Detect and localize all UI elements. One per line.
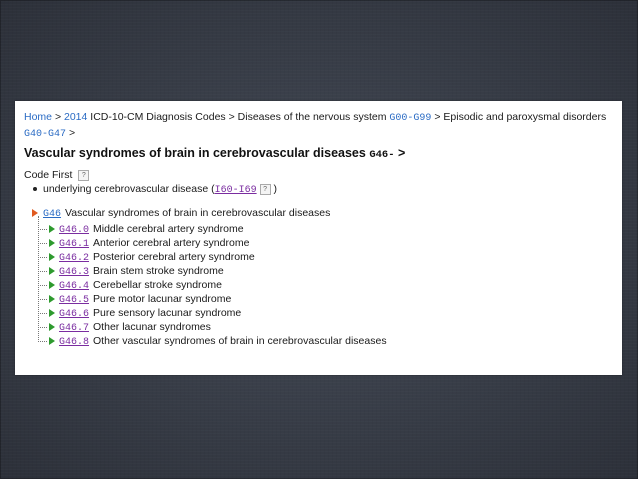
tree-child-item[interactable] bbox=[38, 279, 222, 293]
tree-child-code-link[interactable]: G46.2 bbox=[59, 253, 90, 264]
tree-connector bbox=[38, 327, 47, 328]
triangle-right-icon bbox=[49, 323, 55, 331]
tree-child-item[interactable] bbox=[38, 251, 255, 265]
tree-connector bbox=[38, 271, 47, 272]
page-title-code: G46- bbox=[369, 149, 395, 161]
breadcrumb-block-label: Episodic and paroxysmal disorders bbox=[443, 111, 607, 123]
tree-child-item[interactable] bbox=[38, 265, 224, 279]
tree-child-label: Posterior cerebral artery syndrome bbox=[93, 251, 255, 263]
tree-connector bbox=[38, 257, 47, 258]
tree-child-code-link[interactable]: G46.7 bbox=[59, 323, 90, 334]
triangle-right-icon bbox=[49, 337, 55, 345]
triangle-right-icon bbox=[49, 225, 55, 233]
code-first-item-close: ) bbox=[273, 183, 278, 195]
tree-child-label: Other lacunar syndromes bbox=[93, 321, 211, 333]
breadcrumb-year-link[interactable]: 2014 bbox=[64, 111, 88, 123]
tree-child-item[interactable] bbox=[38, 237, 249, 251]
page-title-text: Vascular syndromes of brain in cerebrovascular diseases bbox=[24, 146, 366, 160]
tree-child-code-link[interactable]: G46.8 bbox=[59, 337, 90, 348]
breadcrumb bbox=[24, 110, 614, 142]
tree-child-label: Middle cerebral artery syndrome bbox=[93, 223, 244, 235]
tree-child-label: Pure motor lacunar syndrome bbox=[93, 293, 232, 305]
tree-child-code-link[interactable]: G46.6 bbox=[59, 309, 90, 320]
triangle-right-icon bbox=[49, 295, 55, 303]
tree-parent-code-link[interactable]: G46 bbox=[43, 209, 62, 220]
tree-child-code-link[interactable]: G46.0 bbox=[59, 225, 90, 236]
tree-child-label: Other vascular syndromes of brain in cerebrovascular diseases bbox=[93, 335, 387, 347]
breadcrumb-icd-label: ICD-10-CM Diagnosis Codes bbox=[90, 111, 226, 123]
tree-child-code-link[interactable]: G46.1 bbox=[59, 239, 90, 250]
tree-child-item[interactable] bbox=[38, 293, 231, 307]
breadcrumb-home-link[interactable]: Home bbox=[24, 111, 53, 123]
tree-parent-label: Vascular syndromes of brain in cerebrovascular diseases bbox=[65, 207, 331, 219]
tree-child-code-link[interactable]: G46.4 bbox=[59, 281, 90, 292]
code-first-item-code-link[interactable]: I60-I69 bbox=[214, 185, 257, 196]
triangle-right-icon bbox=[49, 253, 55, 261]
help-icon[interactable]: ? bbox=[78, 170, 89, 181]
breadcrumb-separator: > bbox=[434, 111, 441, 123]
tree-child-label: Cerebellar stroke syndrome bbox=[93, 279, 222, 291]
triangle-right-icon bbox=[49, 281, 55, 289]
tree-child-item[interactable] bbox=[38, 223, 244, 237]
tree-child-code-link[interactable]: G46.3 bbox=[59, 267, 90, 278]
tree-child-item[interactable] bbox=[38, 307, 241, 321]
code-first-label: Code First bbox=[24, 169, 73, 181]
triangle-right-icon bbox=[49, 267, 55, 275]
tree-connector bbox=[38, 299, 47, 300]
tree-child-item[interactable] bbox=[38, 321, 211, 335]
tree-connector bbox=[38, 285, 47, 286]
code-first-heading bbox=[24, 169, 89, 181]
breadcrumb-chapter-code-link[interactable]: G00-G99 bbox=[389, 113, 432, 124]
tree-connector bbox=[38, 341, 47, 342]
breadcrumb-separator: > bbox=[228, 111, 235, 123]
bullet-icon bbox=[33, 187, 37, 191]
tree-child-code-link[interactable]: G46.5 bbox=[59, 295, 90, 306]
tree-child-label: Anterior cerebral artery syndrome bbox=[93, 237, 250, 249]
tree-child-item[interactable] bbox=[38, 335, 387, 349]
breadcrumb-separator: > bbox=[68, 127, 76, 139]
breadcrumb-separator: > bbox=[54, 111, 62, 123]
tree-connector bbox=[38, 313, 47, 314]
page-title bbox=[24, 146, 405, 161]
tree-child-label: Pure sensory lacunar syndrome bbox=[93, 307, 242, 319]
tree-parent-item[interactable] bbox=[32, 207, 330, 220]
tree-child-label: Brain stem stroke syndrome bbox=[93, 265, 224, 277]
page-title-arrow: > bbox=[398, 146, 406, 160]
code-first-item-text: underlying cerebrovascular disease ( bbox=[43, 183, 215, 195]
screenshot-card bbox=[15, 101, 622, 375]
breadcrumb-chapter-label: Diseases of the nervous system bbox=[237, 111, 387, 123]
triangle-right-icon bbox=[49, 309, 55, 317]
tree-connector bbox=[38, 243, 47, 244]
code-first-item bbox=[33, 183, 277, 196]
triangle-right-icon bbox=[49, 239, 55, 247]
breadcrumb-block-code-link[interactable]: G40-G47 bbox=[24, 129, 67, 140]
tree-connector bbox=[38, 229, 47, 230]
help-icon[interactable]: ? bbox=[260, 184, 271, 195]
